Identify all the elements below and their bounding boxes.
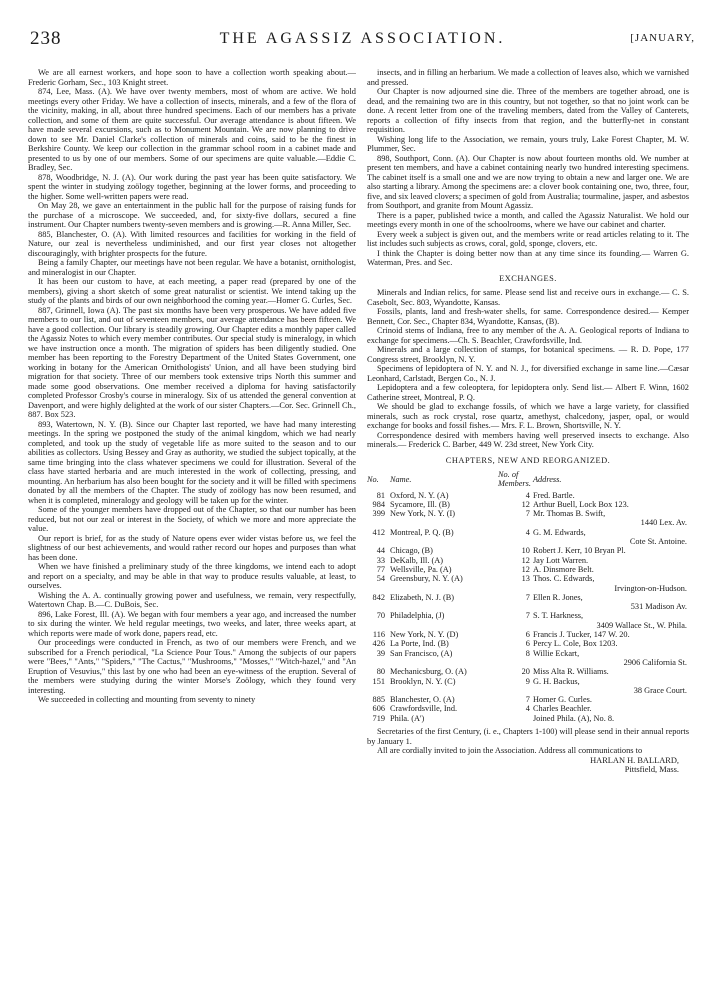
report-paragraph: Our report is brief, for as the study of Nature opens ever wider vistas before us, we feel the slightness of our best achievements, and would rather record our hopes and purposes than what has been done. (28, 533, 356, 562)
address-line: Thos. C. Edwards, (532, 574, 595, 584)
chapter-address (533, 714, 689, 723)
report-paragraph: 898, Southport, Conn. (A). Our Chapter is now about fourteen months old. We number at present ten members, and have a cabinet containing nearly two hundred interesting specimens. The cabinet itself is a small one and we are now trying to obtain a new and larger one. We are also starting a library. Among the specimens are: a clover book containing one, two, three, four, five, and six leaved clovers; a specimen of gold from Australia; tourmaline, jasper, and asbestos from Southport, and granite from Mount Agassiz. (367, 153, 689, 210)
chapter-number: 80 (376, 667, 385, 677)
member-count: 13 (521, 574, 530, 584)
chapter-address (533, 677, 689, 696)
table-row (367, 556, 689, 565)
chapter-address (533, 630, 689, 639)
chapter-name: Phila. (A') (390, 713, 425, 723)
address-line: Francis J. Tucker, 147 W. 20. (532, 630, 630, 640)
left-column (28, 68, 356, 984)
address-line: Willie Eckart, (532, 648, 580, 658)
report-paragraph: 887, Grinnell, Iowa (A). The past six months have been very prosperous. We have added five members to our list, and out of seventeen members, our average attendance has been fifteen. We have a good collection. Our library is steadily growing. Our Chapter edits a monthly paper called the Agassiz Notes to which every member contributes. Our special study is mineralogy, in which we have instruction once a month. The migration of spiders has been diligently studied. One member has been reporting to the Forestry Department of the United States Government, one working in botany for the American Ornithologists' Union, and all have been studying bird migration for that society. Three of our members took extensive trips North this summer and made some good observations. One member received a diploma for having satisfactorily completed Professor Crosby's course in mineralogy. Six of us attended the general convention at Davenport, and were highly delighted at the work of our sister Chapters.—Cor. Sec. Grinnell Ch., 887. Box 523. (28, 305, 356, 419)
chapter-address (533, 556, 689, 565)
chapter-address (533, 649, 689, 668)
report-paragraph: Being a family Chapter, our meetings have not been regular. We have a botanist, ornithologist, and mineralogist in our Chapter. (28, 258, 356, 277)
chapter-number: 33 (376, 555, 385, 565)
col-address: Address. (532, 474, 562, 484)
chapter-name: Elizabeth, N. J. (B) (390, 592, 455, 602)
chapter-number: 399 (372, 509, 385, 519)
chapter-name: San Francisco, (A) (390, 648, 453, 658)
exchange-entry: We should be glad to exchange fossils, of which we have a large variety, for classified minerals, such as rock crystal, rose quartz, amethyst, chalcedony, jasper, opal, or would exchange for books and fossil fishes.— Mrs. F. L. Brown, Shortsville, N. Y. (367, 402, 689, 430)
col-members: No. of Members. (498, 470, 531, 489)
chapter-address (533, 565, 689, 574)
address-line: Robert J. Kerr, 10 Bryan Pl. (532, 546, 626, 556)
report-paragraph: Our proceedings were conducted in French, as two of our members were French, and we subscribed for a French periodical, "La Science Pour Tous." Among the subjects of our papers were "Bees," "Ants," "Spiders," "The Cactus," "Mushrooms," "Mosses," "Witch-hazel," and "An Eruption of Vesuvius," this last by one who had been an eye-witness of the eruption. Several of the members were studying during the winter Morse's Zoölogy, which they found very interesting. (28, 638, 356, 695)
exchanges-list (367, 288, 689, 450)
table-row (367, 611, 689, 630)
chapter-number: 54 (376, 574, 385, 584)
report-paragraph: 896, Lake Forest, Ill. (A). We began with four members a year ago, and increased the number to six during the winter. We held regular meetings, two weeks, and later, three weeks apart, at which reports were made of work done, papers read, etc. (28, 609, 356, 638)
chapter-number: 116 (372, 630, 385, 640)
address-line: Arthur Buell, Lock Box 123. (532, 499, 629, 509)
report-paragraph: 885, Blanchester, O. (A). With limited resources and facilities for working in the field of Nature, our zeal is nevertheless undiminished, and our first year closes not altogether discouragingly, with brighter prospects for the future. (28, 229, 356, 258)
member-count: 12 (521, 555, 530, 565)
chapter-name: New York, N. Y. (I) (390, 509, 455, 519)
table-row (367, 565, 689, 574)
address-continuation: Irvington-on-Hudson. (614, 583, 687, 593)
chapter-number: 77 (376, 564, 385, 574)
chapter-name: DeKalb, Ill. (A) (390, 555, 443, 565)
chapter-name: La Porte, Ind. (B) (390, 639, 449, 649)
table-row (367, 491, 689, 500)
chapters-table (367, 470, 689, 723)
chapter-name: Oxford, N. Y. (A) (390, 490, 449, 500)
journal-title: THE AGASSIZ ASSOCIATION. (219, 30, 506, 47)
member-count: 6 (525, 639, 530, 649)
signature-name: HARLAN H. BALLARD, (590, 755, 679, 765)
exchange-entry: Lepidoptera and a few coleoptera, for lepidoptera only. Send list.— Albert F. Winn, 1602 Catherine street, Montreal, P. Q. (367, 383, 689, 402)
chapter-name: Crawfordsville, Ind. (390, 704, 458, 714)
table-row (367, 649, 689, 668)
running-header (30, 28, 695, 54)
signature-place: Pittsfield, Mass. (624, 765, 679, 775)
closing-paragraph: Secretaries of the first Century, (i. e., Chapters 1-100) will please send in their annual reports by January 1. (367, 727, 689, 746)
address-line: Ellen R. Jones, (532, 592, 583, 602)
address-continuation: 531 Madison Av. (630, 602, 687, 612)
member-count: 4 (525, 704, 530, 714)
member-count: 6 (525, 630, 530, 640)
exchange-entry: Crinoid stems of Indiana, free to any member of the A. A. Geological reports of Indiana to exchange for specimens.—Ch. S. Beachler, Crawfordsville, Ind. (367, 326, 689, 345)
member-count: 4 (525, 490, 530, 500)
closing-paragraph: All are cordially invited to join the Association. Address all communications to (377, 746, 643, 756)
chapter-number: 426 (372, 639, 385, 649)
member-count: 4 (525, 527, 530, 537)
chapter-name: New York, N. Y. (D) (390, 630, 459, 640)
report-paragraph: Our Chapter is now adjourned sine die. Three of the members are together abroad, one is dead, and the remaining two are in this country, but not together, so that no joint work can be done. A recent letter from one of the traveling members, dated from the Valley of Canterets, reports a collection of fifty insects from that region, and the butterfly-net in constant requisition. (367, 87, 689, 134)
report-paragraph: 878, Woodbridge, N. J. (A). Our work during the past year has been quite satisfactory. We spent the winter in studying zoölogy together, beginning at the lower forms, and proceeding to the higher. Some well-written papers were read. (28, 172, 356, 201)
report-paragraph: Wishing the A. A. continually growing power and usefulness, we remain, very respectfully, Watertown Chap. B.—C. DuBois, Sec. (28, 590, 356, 609)
chapter-name: Sycamore, Ill. (B) (390, 499, 450, 509)
right-column (367, 68, 689, 984)
chapter-address (533, 528, 689, 547)
table-row (367, 630, 689, 639)
chapter-address (533, 667, 689, 676)
exchange-entry: Fossils, plants, land and fresh-water shells, for same. Correspondence desired.— Kemper Bennett, Cor. Sec., Chapter 834, Wyandotte, Kansas, (B). (367, 307, 689, 326)
chapter-number: 81 (376, 490, 385, 500)
exchange-entry: Specimens of lepidoptera of N. Y. and N. J., for diversified exchange in same line.—Cæsar Leonhard, Carlstadt, Bergen Co., N. J. (367, 364, 689, 383)
issue-month: [JANUARY, (630, 32, 695, 44)
address-line: G. H. Backus, (532, 676, 580, 686)
chapter-number: 984 (372, 499, 385, 509)
chapter-name: Montreal, P. Q. (B) (390, 527, 454, 537)
table-row (367, 677, 689, 696)
col-no: No. (367, 474, 379, 484)
address-continuation: 2906 California St. (623, 657, 687, 667)
chapter-name: Brooklyn, N. Y. (C) (390, 676, 456, 686)
chapter-name: Philadelphia, (J) (390, 611, 445, 621)
address-line: Miss Alta R. Williams. (532, 667, 609, 677)
address-continuation: 1440 Lex. Av. (640, 518, 687, 528)
chapter-name: Chicago, (B) (390, 546, 433, 556)
member-count: 9 (525, 676, 530, 686)
chapter-number: 842 (372, 592, 385, 602)
report-paragraph: We succeeded in collecting and mounting from seventy to ninety (38, 695, 256, 704)
member-count: 7 (525, 509, 530, 519)
closing-notes (367, 727, 689, 756)
report-paragraph: 874, Lee, Mass. (A). We have over twenty members, most of whom are active. We hold meetings every other Friday. We have a collection of insects, minerals, and a few of the flora of the vicinity, making, in all, about three hundred specimens. Each of our members has a private collection, and some of them are quite successful. Our average attendance is about fifteen. We have made several excursions, such as to Monument Mountain. We are now planning to drive down to see Mr. Daniel Clarke's collection of minerals and coins, said to be the finest in Berkshire County. We keep our collection in the grammar school room in a cabinet made and presented to us by one of our members. Some of our specimens are quite valuable.—Eddie C. Bradley, Sec. (28, 87, 356, 172)
address-line: Joined Phila. (A), No. 8. (532, 713, 615, 723)
chapter-name: Mechanicsburg, O. (A) (390, 667, 467, 677)
address-line: Percy L. Cole, Box 1203. (532, 639, 618, 649)
chapter-number: 412 (372, 527, 385, 537)
chapter-address (533, 704, 689, 713)
member-count: 20 (521, 667, 530, 677)
report-paragraph: Every week a subject is given out, and the members write or read articles relating to it. The list includes such subjects as crows, coral, gold, sponge, clovers, etc. (367, 229, 689, 248)
member-count: 12 (521, 564, 530, 574)
chapter-number: 606 (372, 704, 385, 714)
address-line: Jay Lott Warren. (532, 555, 589, 565)
chapter-name: Greensbury, N. Y. (A) (390, 574, 463, 584)
chapter-number: 44 (376, 546, 385, 556)
address-continuation: 3409 Wallace St., W. Phila. (596, 620, 687, 630)
address-line: S. T. Harkness, (532, 611, 584, 621)
exchange-entry: Correspondence desired with members having well preserved insects to exchange. Also minerals.— Frederick C. Barber, 449 W. 23d street, New York City. (367, 430, 689, 449)
table-row (367, 667, 689, 676)
chapter-number: 151 (372, 676, 385, 686)
table-row (367, 528, 689, 547)
chapter-address (533, 639, 689, 648)
report-paragraph: There is a paper, published twice a month, and called the Agassiz Naturalist. We hold our meetings every month in one of the schoolrooms, where we have our cabinet and charter. (367, 210, 689, 229)
report-paragraph: Wishing long life to the Association, we remain, yours truly, Lake Forest Chapter, M. W. Plummer, Sec. (367, 134, 689, 153)
table-row (367, 714, 689, 723)
member-count: 12 (521, 499, 530, 509)
member-count: 8 (525, 648, 530, 658)
report-paragraph: 893, Watertown, N. Y. (B). Since our Chapter last reported, we have had many interesting meetings. In the spring we postponed the study of the animal kingdom, which we had nearly completed, and took up the study of vegetable life as more suited to the season and to our abilities as collectors. Using Bessey and Gray as authority, we studied the subject topically, at the same time bringing into the class whatever specimens we could for illustration. Several of the class have started herbaria and are much interested in the work of collecting, pressing, and mounting. An herbarium has also been bought for the society and it will be filled with specimens donated by all the members of the Chapter. The study of zoölogy has now been resumed, and when it is completed, mineralogy and geology will be taken up for the winter. (28, 419, 356, 505)
chapter-address (533, 611, 689, 630)
exchange-entry: Minerals and Indian relics, for same. Please send list and receive ours in exchange.— C. S. Casebolt, Sec. 803, Wyandotte, Kansas. (367, 288, 689, 307)
member-count: 7 (525, 695, 530, 705)
member-count: 7 (525, 592, 530, 602)
member-count: 7 (525, 611, 530, 621)
address-line: Charles Beachler. (532, 704, 592, 714)
address-line: Homer G. Curles. (532, 695, 592, 705)
report-paragraph: On May 28, we gave an entertainment in the public hall for the purpose of raising funds for the purchase of a microscope. We succeeded, and, for sixty-five dollars, secured a fine instrument. Our Chapter numbers twenty-seven members and is growing.—R. Anna Miller, Sec. (28, 201, 356, 229)
col-name: Name. (390, 474, 412, 484)
page-number: 238 (30, 28, 62, 49)
report-paragraph: insects, and in filling an herbarium. We made a collection of leaves also, which we varnished and pressed. (367, 68, 689, 87)
chapter-address (533, 695, 689, 704)
report-paragraph: When we have finished a preliminary study of the three kingdoms, we intend each to adopt and report on a specialty, and may be able in that way to produce results valuable, at least, to ourselves. (28, 562, 356, 590)
report-paragraph: It has been our custom to have, at each meeting, a paper read (prepared by one of the members), giving a short sketch of some great naturalist or scientist. We intend taking up the study of the plants and birds of our own neighborhood the coming year.—Homer G. Curles, Sec. (28, 277, 356, 305)
table-row (367, 639, 689, 648)
address-line: G. M. Edwards, (532, 527, 586, 537)
member-count (498, 714, 533, 723)
address-line: A. Dinsmore Belt. (532, 564, 594, 574)
report-paragraph: I think the Chapter is doing better now than at any time since its founding.— Warren G. Waterman, Pres. and Sec. (367, 248, 689, 267)
address-line: Mr. Thomas B. Swift, (532, 509, 606, 519)
table-row (367, 574, 689, 593)
chapter-address (533, 500, 689, 509)
table-row (367, 509, 689, 528)
chapter-address (533, 593, 689, 612)
address-continuation: 38 Grace Court. (633, 685, 687, 695)
table-row (367, 704, 689, 713)
chapter-address (533, 546, 689, 555)
table-row (367, 500, 689, 509)
chapter-number: 70 (376, 611, 385, 621)
table-row (367, 593, 689, 612)
chapters-heading: CHAPTERS, NEW AND REORGANIZED. (445, 455, 611, 465)
chapter-number: 719 (372, 713, 385, 723)
chapter-number: 39 (376, 648, 385, 658)
chapter-reports-continued (367, 68, 689, 268)
address-line: Fred. Bartle. (532, 490, 575, 500)
chapter-address (533, 574, 689, 593)
table-row (367, 546, 689, 555)
report-paragraph: We are all earnest workers, and hope soon to have a collection worth speaking about.— Frederic Gorham, Sec., 103 Knight street. (28, 68, 356, 87)
chapters-table-header (367, 470, 689, 491)
chapter-number: 885 (372, 695, 385, 705)
report-paragraph: Some of the younger members have dropped out of the Chapter, so that our number has been reduced, but not our zeal or interest in the Society, of which we more and more appreciate the value. (28, 505, 356, 533)
table-row (367, 695, 689, 704)
address-continuation: Cote St. Antoine. (629, 537, 687, 547)
member-count: 10 (521, 546, 530, 556)
exchange-entry: Minerals and a large collection of stamps, for botanical specimens. — R. D. Pope, 177 Congress street, Brooklyn, N. Y. (367, 345, 689, 364)
chapter-address (533, 509, 689, 528)
exchanges-heading: EXCHANGES. (499, 273, 557, 283)
chapter-name: Wellsville, Pa. (A) (390, 564, 452, 574)
chapter-address (533, 491, 689, 500)
chapter-name: Blanchester, O. (A) (390, 695, 455, 705)
